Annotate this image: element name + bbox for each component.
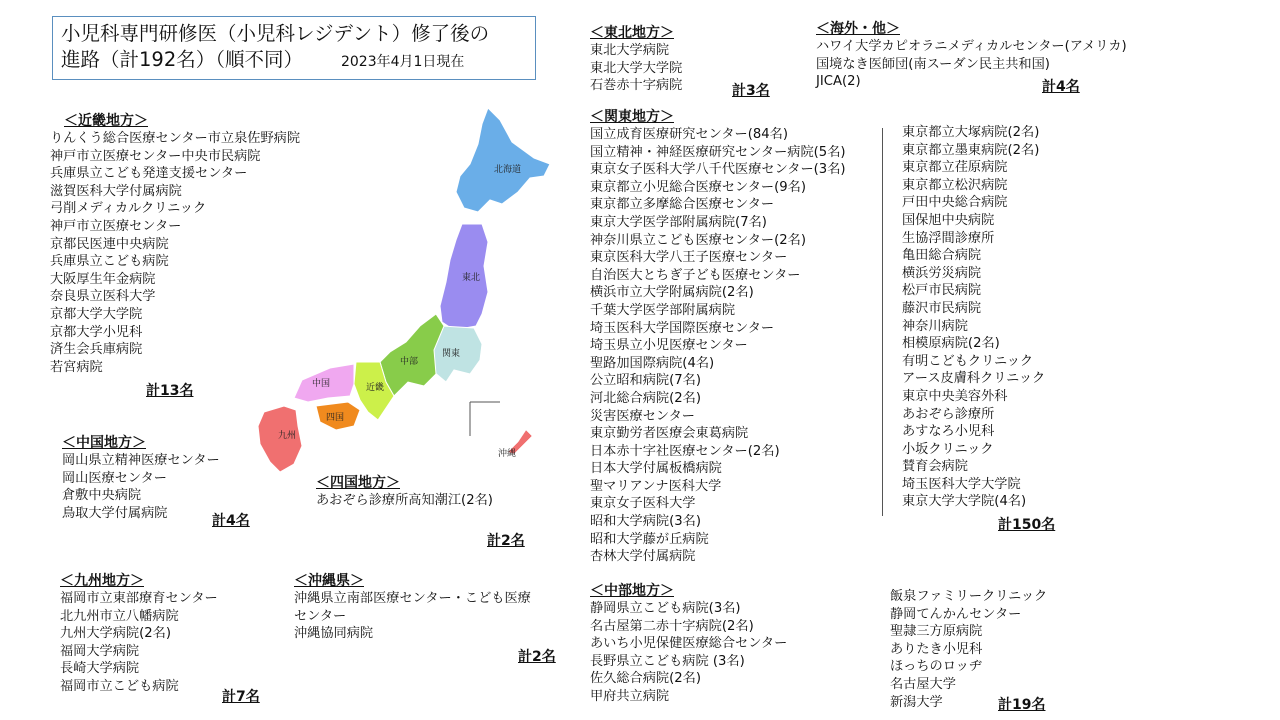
list-item: 東京中央美容外科 <box>902 388 1008 404</box>
kyushu-total: 計7名 <box>222 689 260 705</box>
list-item: 東京女子医科大学八千代医療センター(3名) <box>590 162 846 178</box>
list-item: あおぞら診療所 <box>902 406 995 422</box>
region-kinki <box>50 112 300 376</box>
list-item: 飯泉ファミリークリニック <box>890 589 1048 604</box>
list-item: 聖マリアンナ医科大学 <box>590 478 722 494</box>
okinawa-inset-frame <box>470 402 500 436</box>
list-item: 横浜労災病院 <box>902 265 982 281</box>
list-item: 昭和大学病院(3名) <box>590 514 701 530</box>
list-item: 静岡てんかんセンター <box>890 606 1022 622</box>
region-kanto <box>590 108 846 566</box>
list-item: 福岡大学病院 <box>60 643 140 659</box>
list-item: センター <box>294 608 347 624</box>
list-item: 災害医療センター <box>590 408 695 424</box>
list-item: 埼玉医科大学大学院 <box>902 476 1021 492</box>
list-item: 佐久総合病院(2名) <box>590 671 701 687</box>
map-label-kyushu: 九州 <box>278 431 297 441</box>
kyushu-list <box>60 590 218 696</box>
list-item: 九州大学病院(2名) <box>60 626 171 642</box>
kanto-right-column <box>902 124 1045 511</box>
map-region-hokkaido <box>456 108 550 212</box>
list-item: 岡山医療センター <box>62 470 167 486</box>
list-item: 甲府共立病院 <box>590 688 670 704</box>
list-item: 聖路加国際病院(4名) <box>590 355 715 371</box>
list-item: 石巻赤十字病院 <box>590 78 683 94</box>
chugoku-total: 計4名 <box>212 513 250 529</box>
kanto-total: 計150名 <box>998 517 1056 533</box>
list-item: 弓削メディカルクリニック <box>50 201 207 217</box>
list-item: 千葉大学医学部附属病院 <box>590 302 736 318</box>
list-item: 神奈川病院 <box>902 318 968 334</box>
overseas-list <box>816 38 1127 91</box>
list-item: 埼玉県立小児医療センター <box>590 338 748 354</box>
chubu-total: 計19名 <box>998 697 1046 713</box>
list-item: 新潟大学 <box>890 694 943 710</box>
list-item: 公立昭和病院(7名) <box>590 373 701 389</box>
chugoku-list <box>62 452 220 522</box>
list-item: ハワイ大学カピオラニメディカルセンター(アメリカ) <box>816 39 1127 54</box>
list-item: 東京都立松沢病院 <box>902 177 1008 193</box>
list-item: 長野県立こども病院 (3名) <box>590 653 745 669</box>
region-shikoku <box>316 474 493 510</box>
list-item: 東北大学病院 <box>590 43 670 58</box>
kanto-heading: ＜関東地方＞ <box>590 109 674 125</box>
list-item: 東京勤労者医療会東葛病院 <box>590 426 749 442</box>
list-item: りんくう総合医療センター市立泉佐野病院 <box>50 131 301 146</box>
list-item: 賛育会病院 <box>902 459 968 475</box>
kinki-total: 計13名 <box>146 383 194 399</box>
list-item: 東京都立大塚病院(2名) <box>902 125 1040 140</box>
as-of-date: 2023年4月1日現在 <box>340 54 465 70</box>
list-item: 静岡県立こども病院(3名) <box>590 601 741 616</box>
list-item: 国立精神・神経医療研究センター病院(5名) <box>590 144 846 160</box>
list-item: 自治医大とちぎ子ども医療センター <box>590 267 801 283</box>
region-tohoku <box>590 24 682 95</box>
map-label-chubu: 中部 <box>400 357 419 367</box>
list-item: 杏林大学付属病院 <box>590 549 696 565</box>
list-item: 東京都立小児総合医療センター(9名) <box>590 179 806 195</box>
region-chubu <box>590 582 787 706</box>
list-item: 滋賀医科大学付属病院 <box>50 183 182 199</box>
shikoku-heading: ＜四国地方＞ <box>316 475 400 491</box>
chubu-list-left <box>590 600 787 706</box>
map-label-okinawa: 沖縄 <box>498 449 517 459</box>
list-item: 鳥取大学付属病院 <box>62 505 168 521</box>
kinki-list <box>50 130 300 376</box>
list-item: 京都大学大学院 <box>50 306 143 322</box>
kanto-list-right <box>902 124 1045 511</box>
list-item: 神奈川県立こども医療センター(2名) <box>590 232 806 248</box>
region-chugoku <box>62 434 220 522</box>
okinawa-list <box>294 590 531 643</box>
list-item: 東北大学大学院 <box>590 60 683 76</box>
list-item: ありたき小児科 <box>890 641 983 657</box>
list-item: 沖縄県立南部医療センター・こども医療 <box>294 591 531 606</box>
list-item: 東京女子医科大学 <box>590 496 696 512</box>
okinawa-heading: ＜沖縄県＞ <box>294 573 364 589</box>
kanto-divider <box>882 128 883 516</box>
list-item: 東京大学医学部附属病院(7名) <box>590 214 767 230</box>
map-label-chugoku: 中国 <box>312 379 331 389</box>
tohoku-total: 計3名 <box>732 83 770 99</box>
list-item: 岡山県立精神医療センター <box>62 453 220 468</box>
list-item: 名古屋第二赤十字病院(2名) <box>590 618 754 634</box>
list-item: 兵庫県立こども病院 <box>50 254 169 270</box>
list-item: 京都民医連中央病院 <box>50 236 169 252</box>
list-item: 有明こどもクリニック <box>902 353 1034 369</box>
title-box <box>52 16 536 80</box>
chubu-heading: ＜中部地方＞ <box>590 583 674 599</box>
list-item: 小坂クリニック <box>902 441 994 457</box>
list-item: 国保旭中央病院 <box>902 212 995 228</box>
chubu-list-right <box>890 588 1047 711</box>
region-overseas <box>816 20 1127 91</box>
list-item: アース皮膚科クリニック <box>902 371 1046 387</box>
list-item: 大阪厚生年金病院 <box>50 271 156 287</box>
kinki-heading: ＜近畿地方＞ <box>64 113 148 129</box>
list-item: 名古屋大学 <box>890 676 956 692</box>
kyushu-heading: ＜九州地方＞ <box>60 573 144 589</box>
map-region-chubu <box>380 314 444 396</box>
list-item: 東京都立荏原病院 <box>902 160 1008 176</box>
list-item: 日本大学付属板橋病院 <box>590 461 722 477</box>
map-label-kinki: 近畿 <box>366 383 385 393</box>
list-item: 河北総合病院(2名) <box>590 390 701 406</box>
list-item: 福岡市立こども病院 <box>60 678 179 694</box>
kanto-list-left <box>590 126 846 566</box>
list-item: あすなろ小児科 <box>902 424 995 440</box>
chugoku-heading: ＜中国地方＞ <box>62 435 146 451</box>
list-item: 沖縄協同病院 <box>294 626 374 642</box>
region-kyushu <box>60 572 218 696</box>
list-item: 東京都立多摩総合医療センター <box>590 197 775 213</box>
list-item: あいち小児保健医療総合センター <box>590 636 788 652</box>
region-okinawa <box>294 572 531 643</box>
list-item: 済生会兵庫病院 <box>50 342 143 358</box>
list-item: 神戸市立医療センター <box>50 218 182 234</box>
list-item: 昭和大学藤が丘病院 <box>590 531 709 547</box>
map-label-shikoku: 四国 <box>326 413 345 423</box>
list-item: あおぞら診療所高知潮江(2名) <box>316 493 493 508</box>
list-item: 若宮病院 <box>50 359 103 375</box>
map-label-hokkaido: 北海道 <box>494 165 522 175</box>
list-item: 奈良県立医科大学 <box>50 289 156 305</box>
list-item: 長崎大学病院 <box>60 661 140 677</box>
list-item: 藤沢市民病院 <box>902 300 982 316</box>
title-count: 進路（計192名）（順不同） <box>61 48 303 71</box>
shikoku-total: 計2名 <box>487 533 525 549</box>
list-item: 日本赤十字社医療センター(2名) <box>590 443 780 459</box>
list-item: 横浜市立大学附属病院(2名) <box>590 285 754 301</box>
list-item: 生協浮間診療所 <box>902 230 995 246</box>
okinawa-total: 計2名 <box>518 649 556 665</box>
chubu-right-column <box>890 588 1047 711</box>
list-item: 京都大学小児科 <box>50 324 143 340</box>
map-label-kanto: 関東 <box>442 349 461 359</box>
page-title: 小児科専門研修医（小児科レジデント）修了後の <box>61 22 490 45</box>
tohoku-heading: ＜東北地方＞ <box>590 25 674 41</box>
list-item: JICA(2) <box>816 74 861 90</box>
page-subtitle <box>61 47 527 75</box>
list-item: 兵庫県立こども発達支援センター <box>50 166 248 182</box>
list-item: ほっちのロッヂ <box>890 659 983 675</box>
list-item: 東京都立墨東病院(2名) <box>902 142 1040 158</box>
list-item: 東京大学大学院(4名) <box>902 494 1027 510</box>
map-label-tohoku: 東北 <box>462 273 481 283</box>
shikoku-list <box>316 492 493 510</box>
list-item: 国立成育医療研究センター(84名) <box>590 127 788 142</box>
list-item: 国境なき医師団(南スーダン民主共和国) <box>816 56 1050 72</box>
overseas-total: 計4名 <box>1042 79 1080 95</box>
list-item: 戸田中央総合病院 <box>902 195 1008 211</box>
list-item: 相模原病院(2名) <box>902 336 1000 352</box>
tohoku-list <box>590 42 682 95</box>
overseas-heading: ＜海外・他＞ <box>816 21 900 37</box>
list-item: 松戸市民病院 <box>902 283 982 299</box>
list-item: 北九州市立八幡病院 <box>60 608 179 624</box>
list-item: 倉敷中央病院 <box>62 488 142 504</box>
list-item: 東京医科大学八王子医療センター <box>590 250 788 266</box>
list-item: 聖隷三方原病院 <box>890 624 983 640</box>
list-item: 福岡市立東部療育センター <box>60 591 218 606</box>
list-item: 神戸市立医療センター中央市民病院 <box>50 148 261 164</box>
list-item: 埼玉医科大学国際医療センター <box>590 320 775 336</box>
list-item: 亀田総合病院 <box>902 248 982 264</box>
